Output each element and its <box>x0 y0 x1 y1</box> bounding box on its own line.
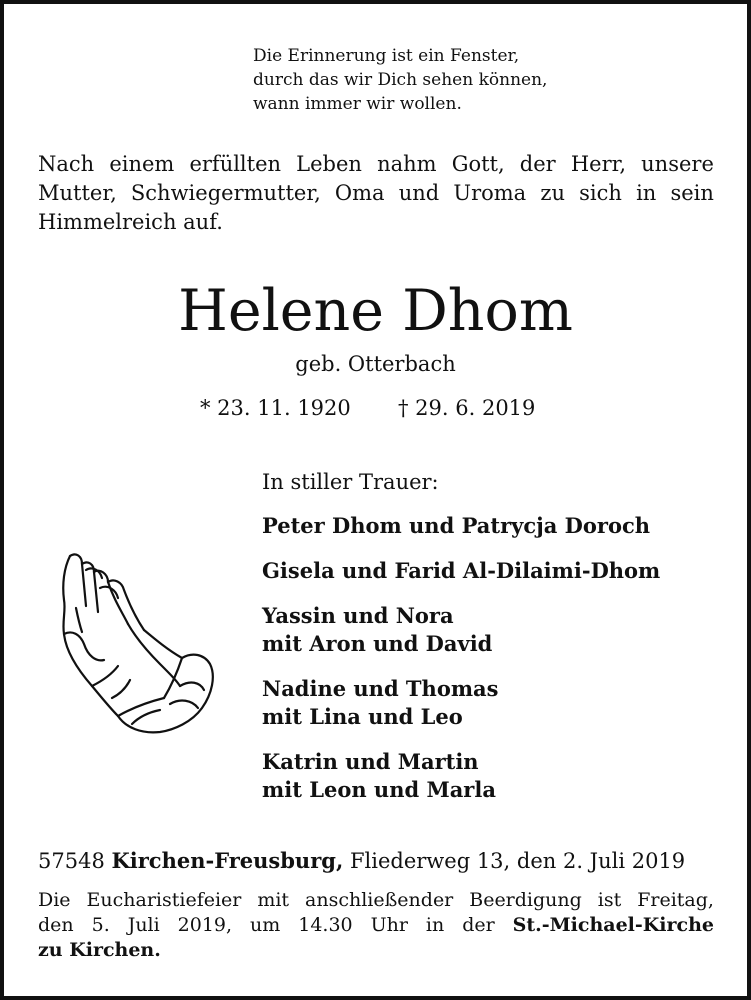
life-dates <box>200 396 536 420</box>
service-line-1 <box>38 888 714 913</box>
address-date: Fliederweg 13, den 2. Juli 2019 <box>349 849 686 873</box>
family-line: mit Lina und Leo <box>262 704 463 729</box>
family-group <box>262 675 660 731</box>
maiden-name: geb. Otterbach <box>295 352 456 376</box>
poem-line: durch das wir Dich sehen können, <box>253 70 548 90</box>
word: zu <box>540 181 565 205</box>
birth-date: * 23. 11. 1920 <box>200 396 351 420</box>
family-group <box>262 748 660 804</box>
word: Oma <box>334 181 385 205</box>
deceased-name: Helene Dhom <box>178 278 573 344</box>
family-line: mit Aron und David <box>262 631 493 656</box>
family-line: Gisela und Farid Al-Dilaimi-Dhom <box>262 558 661 583</box>
intro-line-1 <box>38 150 714 179</box>
service-location-end: zu Kirchen. <box>38 939 161 961</box>
word: ist <box>597 889 622 911</box>
word: erfüllten <box>189 152 282 176</box>
word: Die <box>38 889 71 911</box>
poem-line: Die Erinnerung ist ein Fenster, <box>253 46 520 66</box>
poem <box>253 44 547 116</box>
family-line: Peter Dhom und Patrycja Doroch <box>262 513 651 538</box>
service-notice <box>38 888 714 963</box>
word: einem <box>109 152 175 176</box>
place-and-date <box>38 848 685 873</box>
word: Beerdigung <box>469 889 582 911</box>
word: mit <box>257 889 290 911</box>
word: Freitag, <box>637 889 714 911</box>
word: um <box>250 914 281 936</box>
word: in <box>425 914 445 936</box>
service-line-2 <box>38 913 714 938</box>
word: 2019, <box>177 914 233 936</box>
poem-line: wann immer wir wollen. <box>253 94 462 114</box>
family-line: Katrin und Martin <box>262 749 479 774</box>
word: Juli <box>127 914 160 936</box>
word: der <box>519 152 556 176</box>
word: sich <box>579 181 622 205</box>
family-line: mit Leon und Marla <box>262 777 496 802</box>
intro-text <box>38 150 714 237</box>
intro-line-2 <box>38 179 714 208</box>
word: der <box>462 914 495 936</box>
word: und <box>398 181 440 205</box>
word: den <box>38 914 74 936</box>
town: Kirchen-Freusburg, <box>111 848 344 873</box>
family-line: Yassin und Nora <box>262 603 454 628</box>
family-line: Nadine und Thomas <box>262 676 499 701</box>
family-group <box>262 512 660 540</box>
family-group <box>262 602 660 658</box>
death-date: † 29. 6. 2019 <box>398 396 536 420</box>
family-list <box>262 512 660 821</box>
family-group <box>262 557 660 585</box>
word: Eucharistiefeier <box>86 889 242 911</box>
word: St.-Michael-Kirche <box>512 914 714 936</box>
word: anschließender <box>305 889 454 911</box>
word: 5. <box>91 914 110 936</box>
word: sein <box>670 181 714 205</box>
word: Mutter, <box>38 181 117 205</box>
mourning-label: In stiller Trauer: <box>262 470 439 494</box>
word: Herr, <box>570 152 627 176</box>
word: Nach <box>38 152 95 176</box>
zip-code: 57548 <box>38 849 105 873</box>
intro-line-3: Himmelreich auf. <box>38 210 223 234</box>
word: Schwiegermutter, <box>130 181 321 205</box>
word: 14.30 <box>298 914 353 936</box>
word: Leben <box>296 152 362 176</box>
word: nahm <box>377 152 437 176</box>
word: Uroma <box>453 181 527 205</box>
word: in <box>636 181 657 205</box>
word: Gott, <box>451 152 505 176</box>
word: Uhr <box>370 914 408 936</box>
service-line-3 <box>38 938 714 963</box>
word: unsere <box>641 152 714 176</box>
praying-hands-icon <box>52 548 222 738</box>
